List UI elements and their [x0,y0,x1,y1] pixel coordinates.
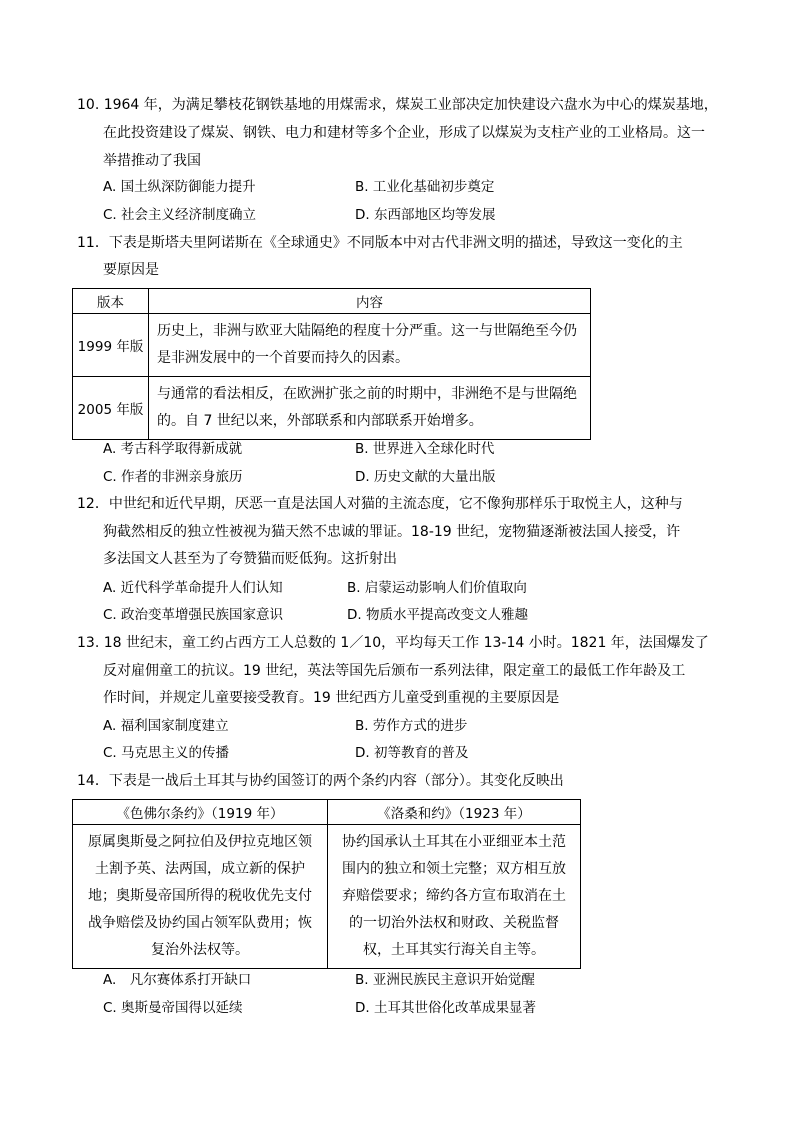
q11-row1-version: 1999 年版 [73,314,149,377]
q14-left-line5: 复治外法权等。 [151,942,249,958]
q10-stem-line-1: 10. 1964 年，为满足攀枝花钢铁基地的用煤需求，煤炭工业部决定加快建设六盘水为中心的煤炭基地， [77,97,718,113]
q14-option-c[interactable]: C. 奥斯曼帝国得以延续 [103,1000,243,1016]
q14-option-a[interactable]: A. 凡尔赛体系打开缺口 [103,972,252,988]
q12-option-d[interactable]: D. 物质水平提高改变文人雅趣 [347,607,528,623]
q13-option-d[interactable]: D. 初等教育的普及 [355,745,469,761]
q12-stem-line-3: 多法国文人甚至为了夸赞猫而贬低狗。这折射出 [103,551,397,567]
q11-table-header-version: 版本 [73,289,149,314]
q12-option-c[interactable]: C. 政治变革增强民族国家意识 [103,607,284,623]
q11-option-c[interactable]: C. 作者的非洲亲身旅历 [103,469,243,485]
q12-option-b[interactable]: B. 启蒙运动影响人们价值取向 [347,580,527,596]
q14-right-line1: 协约国承认土耳其在小亚细亚本土范 [342,834,566,850]
q10-option-b[interactable]: B. 工业化基础初步奠定 [355,179,495,195]
q13-stem-line-3: 作时间，并规定儿童要接受教育。19 世纪西方儿童受到重视的主要原因是 [103,690,560,706]
q10-stem-line-2: 在此投资建设了煤炭、钢铁、电力和建材等多个企业，形成了以煤炭为支柱产业的工业格局。这一 [103,125,705,141]
q11-option-a[interactable]: A. 考古科学取得新成就 [103,441,243,457]
q13-stem-line-1: 13. 18 世纪末，童工约占西方工人总数的 1／10，平均每天工作 13-14 小时。1821 年，法国爆发了 [77,635,709,651]
q11-option-d[interactable]: D. 历史文献的大量出版 [355,469,496,485]
q14-right-line5: 权，土耳其实行海关自主等。 [363,942,545,958]
q14-table [72,799,581,969]
q13-stem-line-2: 反对雇佣童工的抗议。19 世纪，英法等国先后颁布一系列法律，限定童工的最低工作年龄及工 [103,663,686,679]
q13-option-c[interactable]: C. 马克思主义的传播 [103,745,230,761]
q10-option-c[interactable]: C. 社会主义经济制度确立 [103,207,257,223]
q11-row2-content [149,377,591,440]
q11-row2-line1: 与通常的看法相反，在欧洲扩张之前的时期中，非洲绝不是与世隔绝 [157,386,577,402]
q14-left-line3: 地；奥斯曼帝国所得的税收优先支付 [88,888,312,904]
q12-stem-line-2: 狗截然相反的独立性被视为猫天然不忠诚的罪证。18-19 世纪，宠物猫逐渐被法国人接受，许 [103,524,681,540]
q11-table [72,288,591,440]
q14-right-line2: 围内的独立和领土完整；双方相互放 [342,861,566,877]
q14-option-d[interactable]: D. 土耳其世俗化改革成果显著 [355,1000,536,1016]
q14-right-line3: 弃赔偿要求；缔约各方宣布取消在土 [342,888,566,904]
q11-stem-line-1: 11．下表是斯塔夫里阿诺斯在《全球通史》不同版本中对古代非洲文明的描述，导致这一变化的主 [77,235,683,251]
q10-stem-line-3: 举措推动了我国 [103,153,201,169]
q14-stem-line-1: 14．下表是一战后土耳其与协约国签订的两个条约内容（部分）。其变化反映出 [77,773,564,789]
q14-lausanne-content [328,825,581,969]
q12-stem-line-1: 12．中世纪和近代早期，厌恶一直是法国人对猫的主流态度，它不像狗那样乐于取悦主人，这种与 [77,496,683,512]
q11-row1-line1: 历史上，非洲与欧亚大陆隔绝的程度十分严重。这一与世隔绝至今仍 [157,323,577,339]
q11-option-b[interactable]: B. 世界进入全球化时代 [355,441,495,457]
q11-row1-line2: 是非洲发展中的一个首要而持久的因素。 [157,350,409,366]
q13-option-a[interactable]: A. 福利国家制度建立 [103,718,229,734]
q14-right-line4: 的一切治外法权和财政、关税监督 [349,915,559,931]
q14-left-line1: 原属奥斯曼之阿拉伯及伊拉克地区领 [88,834,312,850]
q12-option-a[interactable]: A. 近代科学革命提升人们认知 [103,580,283,596]
q11-row1-content [149,314,591,377]
q14-sevres-content [73,825,328,969]
q11-row2-version: 2005 年版 [73,377,149,440]
q13-option-b[interactable]: B. 劳作方式的进步 [355,718,468,734]
q14-left-line4: 战争赔偿及协约国占领军队费用；恢 [88,915,312,931]
q11-stem-line-2: 要原因是 [103,262,159,278]
q14-table-header-sevres: 《色佛尔条约》（1919 年） [73,800,328,825]
q14-table-header-lausanne: 《洛桑和约》（1923 年） [328,800,581,825]
q11-table-header-content: 内容 [149,289,591,314]
q11-row2-line2: 的。自 7 世纪以来，外部联系和内部联系开始增多。 [157,413,483,429]
q10-option-d[interactable]: D. 东西部地区均等发展 [355,207,496,223]
q14-left-line2: 土割予英、法两国，成立新的保护 [95,861,305,877]
q14-option-b[interactable]: B. 亚洲民族民主意识开始觉醒 [355,972,535,988]
q10-option-a[interactable]: A. 国土纵深防御能力提升 [103,179,256,195]
